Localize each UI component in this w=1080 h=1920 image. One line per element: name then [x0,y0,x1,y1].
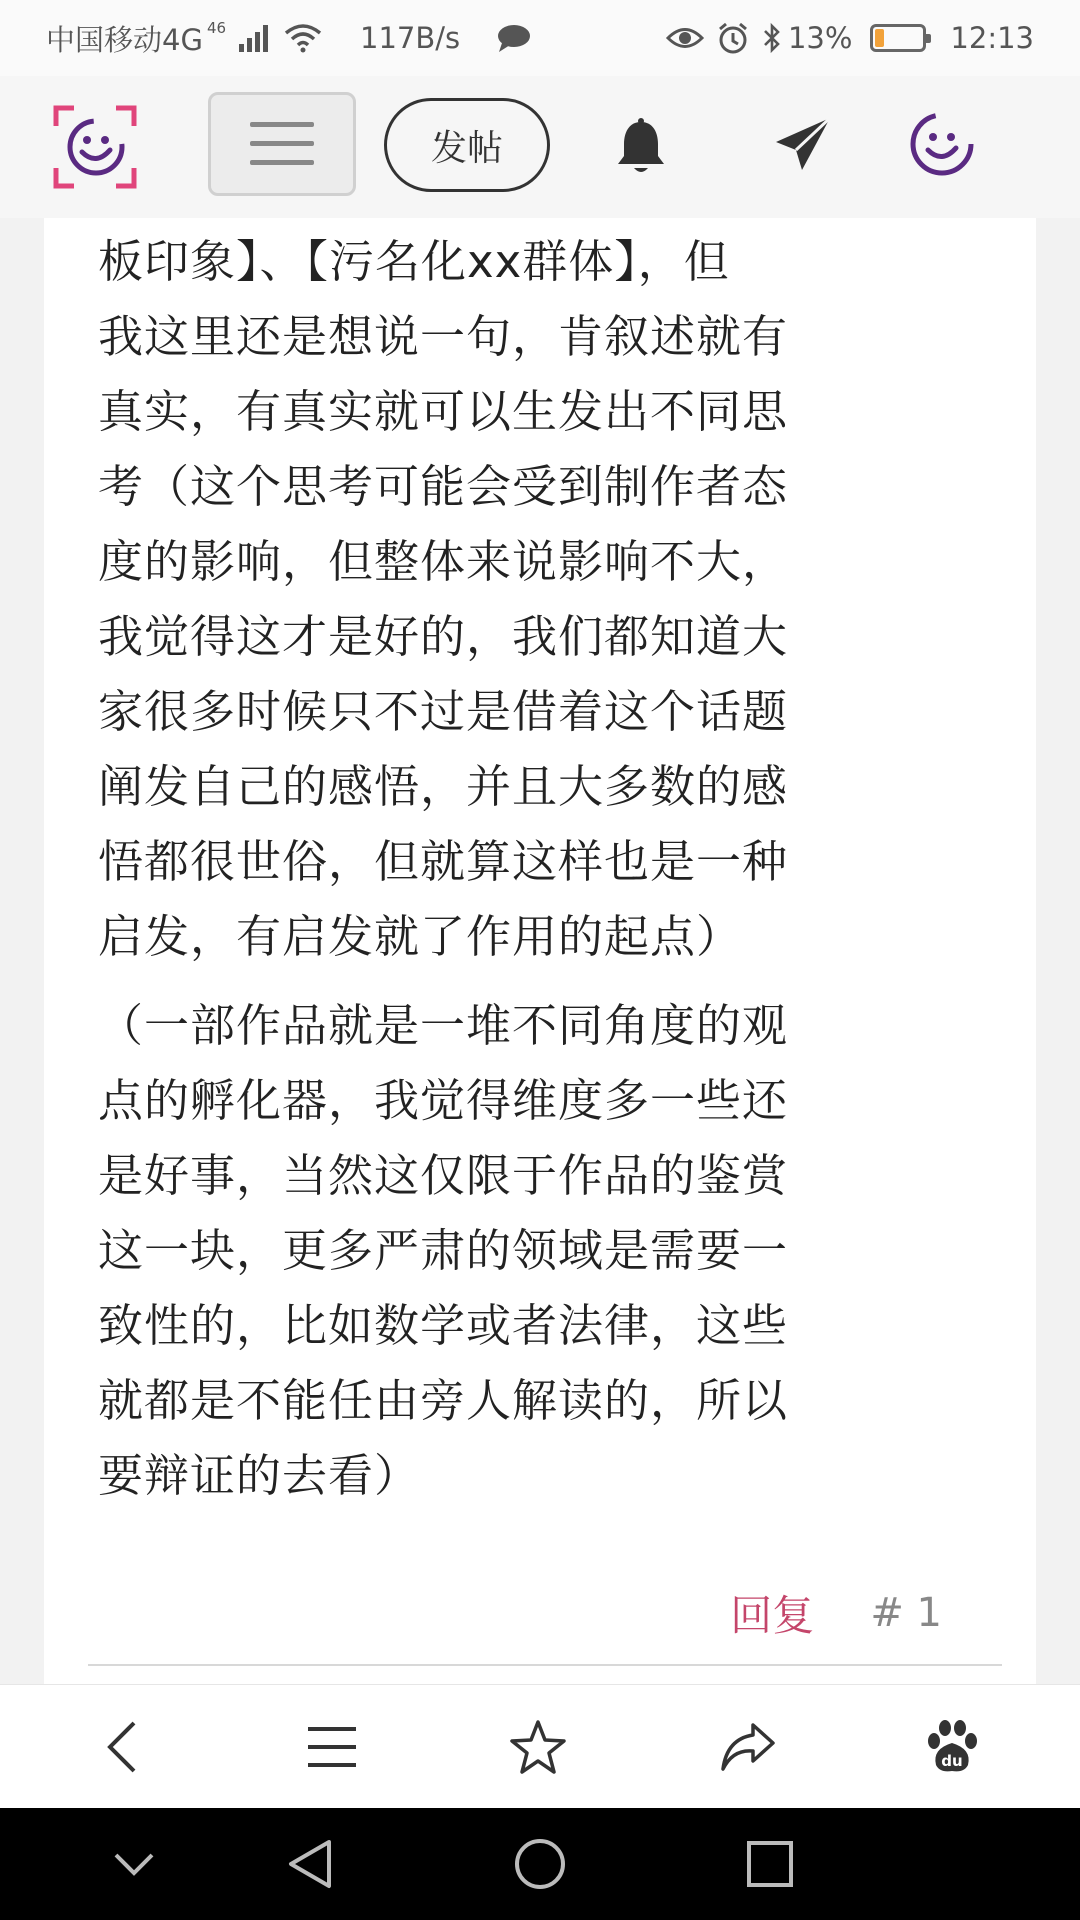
battery-icon [870,24,926,52]
collapse-icon[interactable] [104,1834,164,1894]
menu-button[interactable] [208,92,356,196]
status-left [46,18,532,59]
post-paragraph-1 [98,224,898,974]
smiley-avatar[interactable] [908,110,976,178]
signal-icon [238,24,272,52]
alarm-icon [716,21,750,55]
bluetooth-icon [762,22,782,54]
text-line: 启发，有启发就了作用的起点） [98,910,743,963]
svg-text:du: du [941,1752,963,1770]
text-line: 我这里还是想说一句，肯叙述就有 [98,310,789,363]
back-icon[interactable] [90,1715,154,1779]
hamburger-icon [250,120,314,168]
network-speed: 117B/s [360,21,461,55]
carrier-label: 中国移动4G [46,22,203,57]
post-paragraph-2 [98,988,898,1513]
text-line: 家很多时候只不过是借着这个话题 [98,685,789,738]
text-line: 点的孵化器，我觉得维度多一些还 [98,1074,789,1127]
system-nav-bar [0,1808,1080,1920]
text-line: 要辩证的去看） [98,1449,421,1502]
text-line: 考（这个思考可能会受到制作者态 [98,460,789,513]
recents-icon[interactable] [740,1834,800,1894]
share-icon[interactable] [716,1715,780,1779]
text-line: 阐发自己的感悟，并且大多数的感 [98,760,789,813]
post-body [98,224,898,1513]
star-icon[interactable] [506,1715,570,1779]
wifi-icon [284,23,322,53]
browser-toolbar [0,1684,1080,1808]
status-right [666,21,1034,55]
floor-number: # 1 [870,1590,942,1636]
app-header [0,76,1080,218]
divider [88,1664,1002,1666]
battery-percent: 13% [787,21,853,55]
reply-link[interactable]: 回复 [730,1591,815,1640]
baidu-paw-icon[interactable] [920,1715,984,1779]
text-line: 悟都很世俗，但就算这样也是一种 [98,835,789,888]
clock: 12:13 [950,21,1034,55]
network-badge: 46 [206,19,227,37]
paper-plane-icon[interactable] [772,112,836,176]
new-post-button[interactable]: 发帖 [384,98,550,192]
text-line: 这一块，更多严肃的领域是需要一 [98,1224,789,1277]
chat-bubble-icon [496,23,532,53]
post-footer [730,1583,942,1643]
text-line: 板印象】、【污名化xx群体】，但 [98,235,730,288]
text-line: 真实，有真实就可以生发出不同思 [98,385,789,438]
eye-icon [666,25,704,51]
smiley-frame-logo[interactable] [52,104,138,190]
status-bar [0,0,1080,76]
text-line: 我觉得这才是好的，我们都知道大 [98,610,789,663]
menu-icon[interactable] [300,1715,364,1779]
text-line: 是好事，当然这仅限于作品的鉴赏 [98,1149,789,1202]
bell-icon[interactable] [610,116,672,178]
post-card [44,218,1036,1684]
battery-fill [875,29,884,47]
nav-back-icon[interactable] [280,1834,340,1894]
home-icon[interactable] [510,1834,570,1894]
text-line: （一部作品就是一堆不同角度的观 [98,999,789,1052]
text-line: 就都是不能任由旁人解读的，所以 [98,1374,789,1427]
text-line: 度的影响，但整体来说影响不大， [98,535,789,588]
text-line: 致性的，比如数学或者法律，这些 [98,1299,789,1352]
